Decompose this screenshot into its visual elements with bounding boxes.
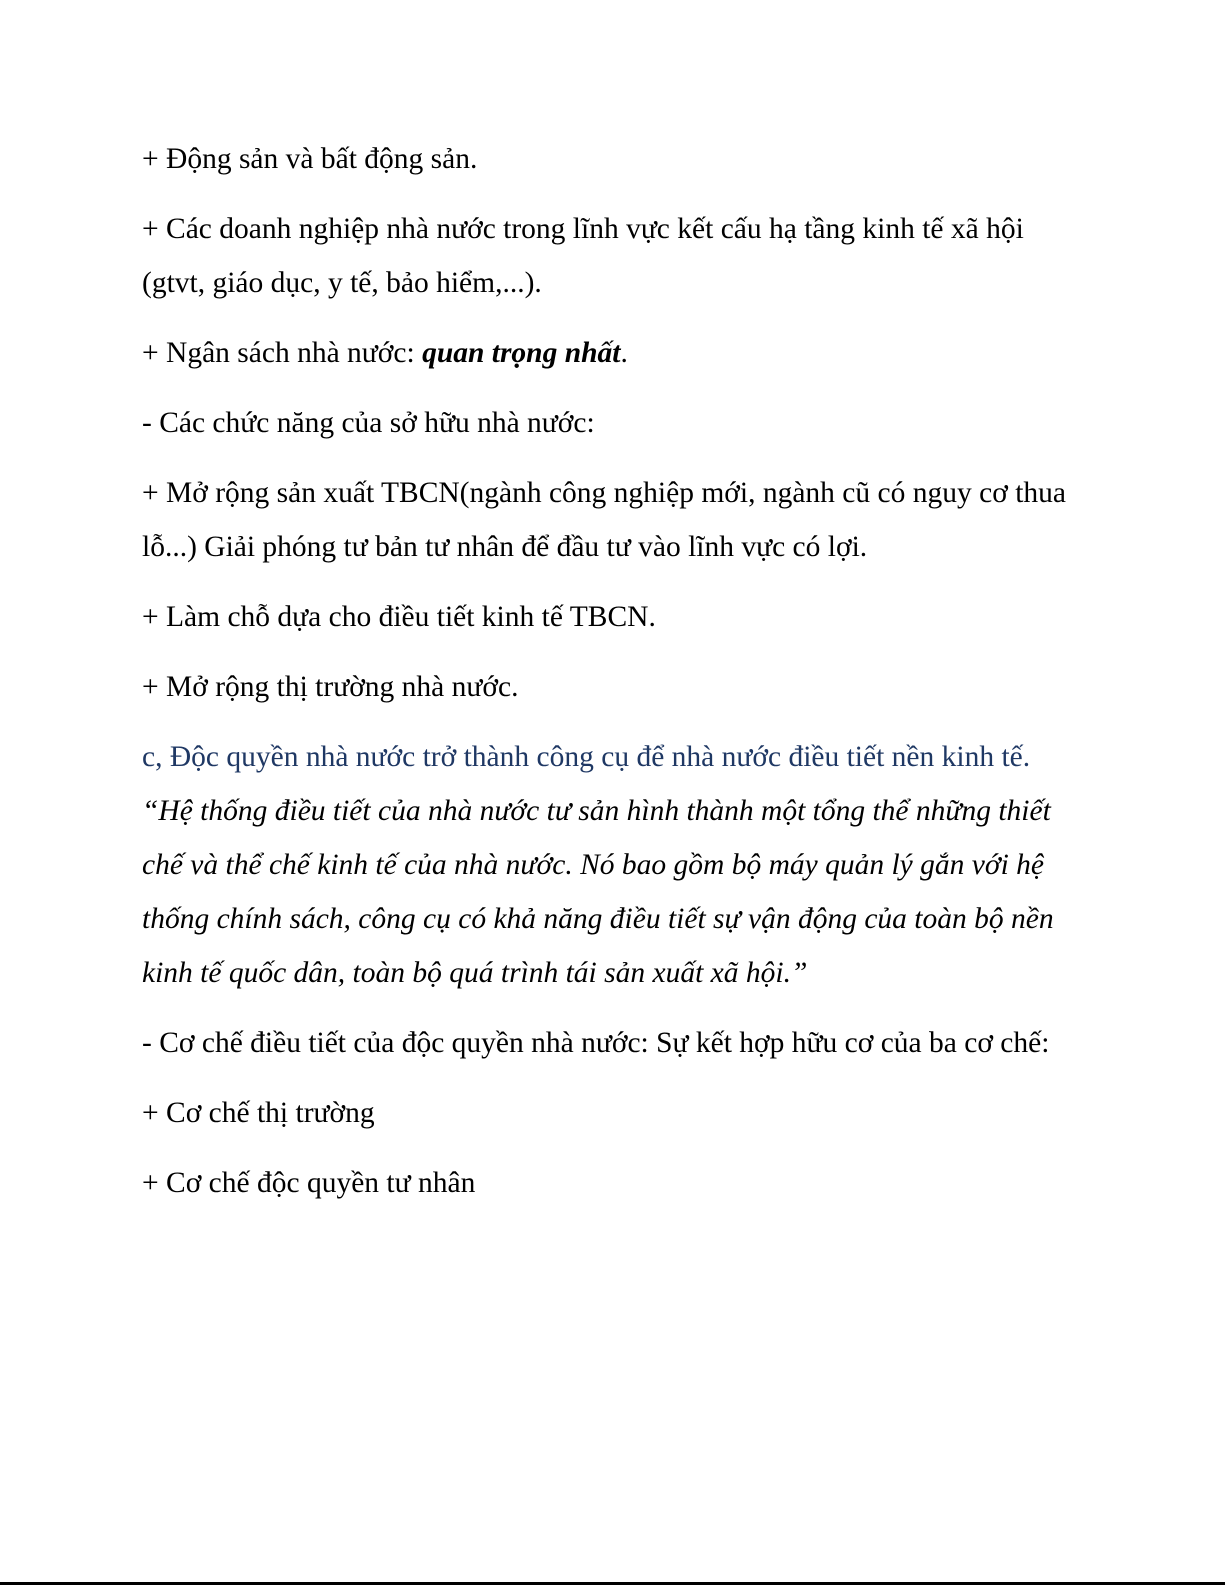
paragraph-support-regulation: + Làm chỗ dựa cho điều tiết kinh tế TBCN. [142, 601, 656, 633]
paragraph-market-mechanism: + Cơ chế thị trường [142, 1097, 375, 1129]
paragraph-state-budget [142, 326, 1072, 380]
document-body [142, 132, 1072, 1226]
paragraph-state-enterprises: + Các doanh nghiệp nhà nước trong lĩnh vực kết cấu hạ tầng kinh tế xã hội (gtvt, giáo dục, y tế, bảo hiểm,...). [142, 213, 1024, 299]
section-heading-c: c, Độc quyền nhà nước trở thành công cụ để nhà nước điều tiết nền kinh tế. [142, 741, 1031, 773]
quote-regulation-system: “Hệ thống điều tiết của nhà nước tư sản hình thành một tổng thể những thiết chế và thể chế kinh tế của nhà nước. Nó bao gồm bộ máy quản lý gắn với hệ thống chính sách, công cụ có khả năng điều tiết sự vận động của toàn bộ nền kinh tế quốc dân, toàn bộ quá trình tái sản xuất xã hội.” [142, 795, 1054, 989]
paragraph-private-monopoly: + Cơ chế độc quyền tư nhân [142, 1167, 476, 1199]
paragraph-expand-production: + Mở rộng sản xuất TBCN(ngành công nghiệp mới, ngành cũ có nguy cơ thua lỗ...) Giải phóng tư bản tư nhân để đầu tư vào lĩnh vực có lợi. [142, 477, 1066, 563]
state-budget-emphasis: quan trọng nhất [422, 337, 621, 369]
paragraph-functions-heading: - Các chức năng của sở hữu nhà nước: [142, 407, 595, 439]
state-budget-label: + Ngân sách nhà nước: [142, 337, 423, 369]
paragraph-movable-property: + Động sản và bất động sản. [142, 143, 478, 175]
paragraph-regulation-mechanism: - Cơ chế điều tiết của độc quyền nhà nước: Sự kết hợp hữu cơ của ba cơ chế: [142, 1027, 1050, 1059]
state-budget-period: . [620, 337, 628, 369]
paragraph-expand-market: + Mở rộng thị trường nhà nước. [142, 671, 519, 703]
